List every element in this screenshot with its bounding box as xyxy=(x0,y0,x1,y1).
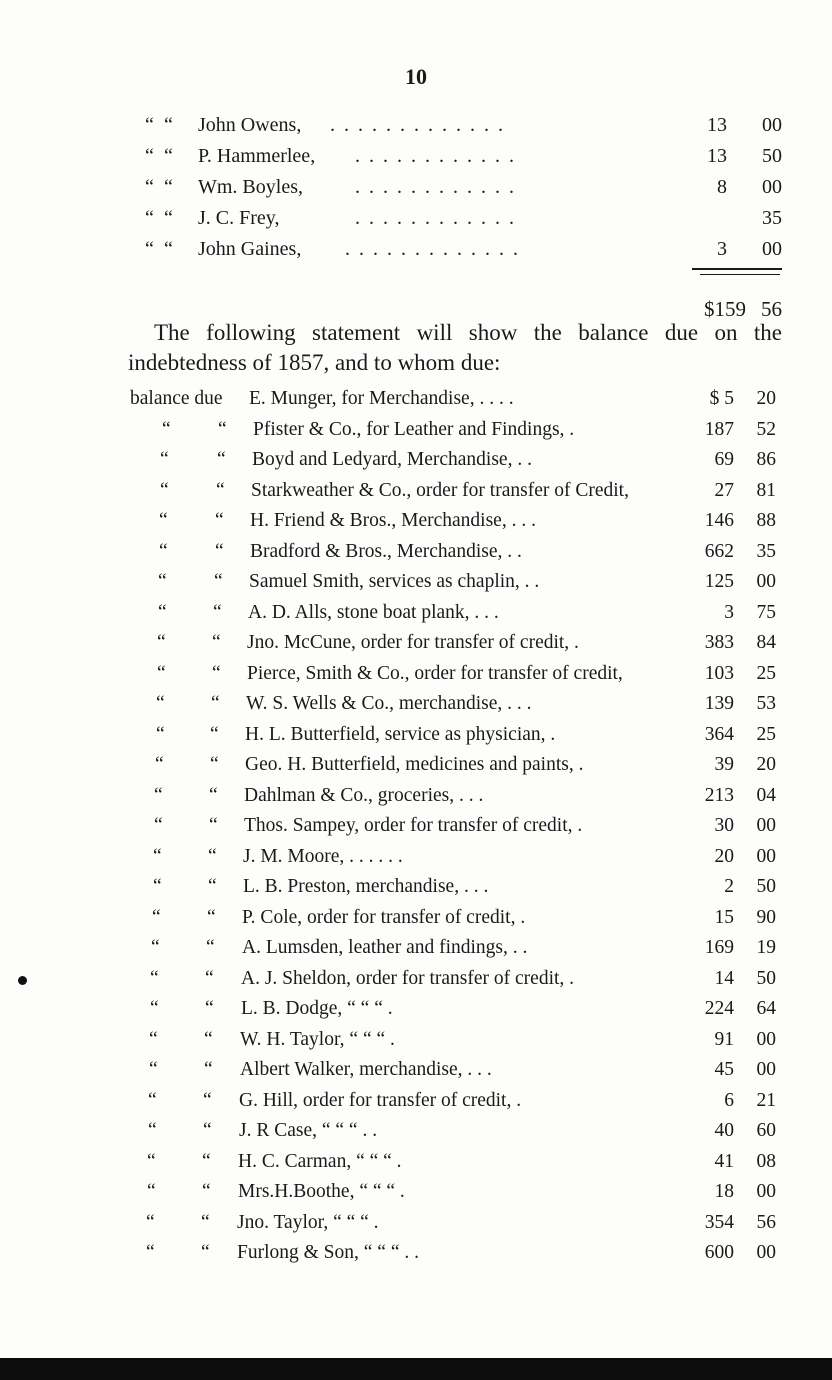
entry-dollars: 3 xyxy=(717,238,727,260)
row-text: Pierce, Smith & Co., order for transfer of credit, xyxy=(247,662,623,684)
table-row xyxy=(0,537,832,567)
row-dollars: 6 xyxy=(724,1089,734,1111)
ditto-mark: “ xyxy=(201,1211,210,1233)
ditto-mark: “ xyxy=(155,754,164,775)
ditto-mark: “ xyxy=(206,937,215,958)
table-row xyxy=(0,781,832,811)
row-dollars: 364 xyxy=(704,723,734,745)
row-dollars: 20 xyxy=(714,845,734,867)
total-dollars: $159 xyxy=(704,297,746,321)
table-row xyxy=(0,384,832,414)
table-row xyxy=(0,994,832,1024)
ditto-mark: “ xyxy=(157,632,166,653)
ditto-mark: “ xyxy=(217,449,226,470)
row-cents: 64 xyxy=(756,998,776,1019)
ditto-mark: “ xyxy=(149,1028,158,1050)
ditto-mark: “ xyxy=(211,693,220,714)
list-item xyxy=(0,141,832,171)
ditto-mark: “ xyxy=(146,1242,155,1263)
table-row xyxy=(0,1208,832,1238)
table-row xyxy=(0,933,832,963)
row-text: Geo. H. Butterfield, medicines and paints, . xyxy=(245,754,584,775)
ditto-mark: “ xyxy=(210,723,219,745)
row-dollars: 40 xyxy=(714,1120,734,1141)
sum-rule xyxy=(692,268,782,270)
ditto-mark: “ xyxy=(215,540,224,562)
sum-rule xyxy=(700,274,780,275)
row-text: W. S. Wells & Co., merchandise, . . . xyxy=(246,693,532,714)
entry-cents: 00 xyxy=(762,114,782,136)
row-cents: 00 xyxy=(756,1242,776,1263)
row-cents: 25 xyxy=(756,662,776,684)
ditto-mark: “ xyxy=(214,571,223,592)
ditto-mark: “ xyxy=(164,207,173,229)
row-cents: 86 xyxy=(756,449,776,470)
table-row xyxy=(0,415,832,445)
row-cents: 00 xyxy=(756,815,776,836)
row-cents: 56 xyxy=(756,1211,776,1233)
row-cents: 35 xyxy=(756,540,776,562)
row-dollars: 354 xyxy=(704,1211,734,1233)
ditto-mark: “ xyxy=(164,176,173,198)
row-cents: 50 xyxy=(756,967,776,989)
ditto-mark: “ xyxy=(213,601,222,623)
table-row xyxy=(0,1238,832,1268)
table-row xyxy=(0,1177,832,1207)
row-text: L. B. Preston, merchandise, . . . xyxy=(243,876,489,897)
table-row xyxy=(0,628,832,658)
row-dollars: 600 xyxy=(704,1242,734,1263)
row-dollars: 27 xyxy=(714,479,734,501)
row-text: Jno. Taylor, “ “ “ . xyxy=(237,1211,379,1233)
table-row xyxy=(0,750,832,780)
table-row xyxy=(0,842,832,872)
total-cents: 56 xyxy=(761,297,782,321)
row-dollars: 169 xyxy=(704,937,734,958)
table-row xyxy=(0,476,832,506)
row-text: W. H. Taylor, “ “ “ . xyxy=(240,1028,395,1050)
ditto-mark: “ xyxy=(150,967,159,989)
row-text: Samuel Smith, services as chaplin, . . xyxy=(249,571,540,592)
ditto-mark: “ xyxy=(160,479,169,501)
table-row xyxy=(0,1086,832,1116)
ditto-mark: “ xyxy=(205,967,214,989)
entry-dollars: 8 xyxy=(717,176,727,198)
row-cents: 00 xyxy=(756,1059,776,1080)
row-dollars: $ 5 xyxy=(709,388,734,409)
ditto-mark: “ xyxy=(152,906,161,928)
ditto-mark: “ xyxy=(164,114,173,136)
ditto-mark: “ xyxy=(156,693,165,714)
ditto-mark: “ xyxy=(204,1028,213,1050)
row-dollars: 15 xyxy=(714,906,734,928)
table-row xyxy=(0,1025,832,1055)
row-dollars: 103 xyxy=(704,662,734,684)
ditto-mark: “ xyxy=(215,510,224,531)
row-text: H. L. Butterfield, service as physician, . xyxy=(245,723,556,745)
row-cents: 84 xyxy=(756,632,776,653)
row-dollars: 187 xyxy=(704,418,734,440)
table-row xyxy=(0,903,832,933)
ditto-mark: “ xyxy=(151,937,160,958)
row-text: Thos. Sampey, order for transfer of credit, . xyxy=(244,815,583,836)
ditto-mark: “ xyxy=(158,601,167,623)
table-row xyxy=(0,567,832,597)
row-dollars: 383 xyxy=(704,632,734,653)
ditto-mark: “ xyxy=(204,1059,213,1080)
row-text: Mrs.H.Boothe, “ “ “ . xyxy=(238,1181,405,1202)
row-dollars: 662 xyxy=(704,540,734,562)
ditto-mark: “ xyxy=(201,1242,210,1263)
row-text: P. Cole, order for transfer of credit, . xyxy=(242,906,526,928)
ditto-mark: “ xyxy=(150,998,159,1019)
row-dollars: 69 xyxy=(714,449,734,470)
table-row xyxy=(0,720,832,750)
row-text: H. Friend & Bros., Merchandise, . . . xyxy=(250,510,536,531)
row-dollars: 2 xyxy=(724,876,734,897)
row-text: E. Munger, for Merchandise, . . . . xyxy=(249,388,514,409)
row-text: J. R Case, “ “ “ . . xyxy=(239,1120,378,1141)
ditto-mark: “ xyxy=(202,1150,211,1172)
intro-text: The following statement will show the balance due on the indebtedness of 1857, and to whom due: xyxy=(128,320,782,375)
ditto-mark: “ xyxy=(208,845,217,867)
table-row xyxy=(0,1116,832,1146)
ditto-mark: “ xyxy=(145,145,154,167)
ditto-mark: “ xyxy=(205,998,214,1019)
table-row xyxy=(0,964,832,994)
ditto-mark: “ xyxy=(164,145,173,167)
page-number: 10 xyxy=(405,64,427,89)
row-dollars: 91 xyxy=(714,1028,734,1050)
row-dollars: 213 xyxy=(704,784,734,806)
ditto-mark: “ xyxy=(148,1089,157,1111)
ditto-mark: “ xyxy=(212,662,221,684)
ditto-mark: “ xyxy=(162,418,171,440)
row-cents: 90 xyxy=(756,906,776,928)
list-item xyxy=(0,110,832,140)
ditto-mark: “ xyxy=(212,632,221,653)
ditto-mark: “ xyxy=(202,1181,211,1202)
row-dollars: 45 xyxy=(714,1059,734,1080)
row-cents: 25 xyxy=(756,723,776,745)
ditto-mark: “ xyxy=(218,418,227,440)
ditto-mark: “ xyxy=(159,540,168,562)
ditto-mark: “ xyxy=(145,207,154,229)
entry-cents: 00 xyxy=(762,176,782,198)
row-text: Bradford & Bros., Merchandise, . . xyxy=(250,540,522,562)
row-cents: 88 xyxy=(756,510,776,531)
row-text: Furlong & Son, “ “ “ . . xyxy=(237,1242,419,1263)
table-row xyxy=(0,506,832,536)
ditto-mark: “ xyxy=(208,876,217,897)
row-text: A. J. Sheldon, order for transfer of credit, . xyxy=(241,967,575,989)
row-cents: 52 xyxy=(756,418,776,440)
ditto-mark: “ xyxy=(207,906,216,928)
ditto-mark: “ xyxy=(164,238,173,260)
row-text: G. Hill, order for transfer of credit, . xyxy=(239,1089,522,1111)
row-text: Starkweather & Co., order for transfer of Credit, xyxy=(251,479,629,501)
table-row xyxy=(0,1147,832,1177)
ditto-mark: “ xyxy=(216,479,225,501)
row-dollars: 41 xyxy=(714,1150,734,1172)
table-row xyxy=(0,659,832,689)
row-text: Boyd and Ledyard, Merchandise, . . xyxy=(252,449,532,470)
entry-name: John Owens, xyxy=(198,114,302,136)
ditto-mark: “ xyxy=(147,1150,156,1172)
list-item xyxy=(0,203,832,233)
row-cents: 81 xyxy=(756,479,776,501)
table-row xyxy=(0,872,832,902)
ditto-mark: “ xyxy=(146,1211,155,1233)
ditto-mark: “ xyxy=(160,449,169,470)
row-dollars: 30 xyxy=(714,815,734,836)
row-text: Pfister & Co., for Leather and Findings, . xyxy=(253,418,575,440)
ditto-mark: “ xyxy=(145,114,154,136)
ditto-mark: “ xyxy=(153,845,162,867)
entry-name: John Gaines, xyxy=(198,238,302,260)
ditto-mark: “ xyxy=(156,723,165,745)
entry-cents: 50 xyxy=(762,145,782,167)
list-item xyxy=(0,172,832,202)
row-cents: 53 xyxy=(756,693,776,714)
entry-dollars: 13 xyxy=(707,114,727,136)
row-cents: 60 xyxy=(756,1120,776,1141)
ditto-mark: “ xyxy=(153,876,162,897)
row-dollars: 39 xyxy=(714,754,734,775)
row-text: A. D. Alls, stone boat plank, . . . xyxy=(248,601,499,623)
table-row xyxy=(0,689,832,719)
scan-bottom-edge xyxy=(0,1358,832,1380)
row-dollars: 224 xyxy=(704,998,734,1019)
row-prefix: balance due xyxy=(130,388,223,409)
row-text: Albert Walker, merchandise, . . . xyxy=(240,1059,492,1080)
row-dollars: 14 xyxy=(714,967,734,989)
row-cents: 00 xyxy=(756,571,776,592)
row-text: H. C. Carman, “ “ “ . xyxy=(238,1150,402,1172)
row-cents: 00 xyxy=(756,1181,776,1202)
entry-name: P. Hammerlee, xyxy=(198,145,316,167)
table-row xyxy=(0,811,832,841)
row-dollars: 18 xyxy=(714,1181,734,1202)
ditto-mark: “ xyxy=(158,571,167,592)
row-dollars: 3 xyxy=(724,601,734,623)
leader-dots: . . . . . . . . . . . . . xyxy=(345,238,520,260)
row-cents: 75 xyxy=(756,601,776,623)
row-cents: 50 xyxy=(756,876,776,897)
row-cents: 20 xyxy=(756,754,776,775)
row-cents: 04 xyxy=(756,784,776,806)
ditto-mark: “ xyxy=(157,662,166,684)
list-item xyxy=(0,234,832,264)
ditto-mark: “ xyxy=(209,815,218,836)
table-row xyxy=(0,1055,832,1085)
row-cents: 00 xyxy=(756,1028,776,1050)
table-row xyxy=(0,445,832,475)
ditto-mark: “ xyxy=(148,1120,157,1141)
scan-speck xyxy=(18,976,27,985)
row-dollars: 125 xyxy=(704,571,734,592)
ditto-mark: “ xyxy=(154,815,163,836)
entry-dollars: 13 xyxy=(707,145,727,167)
leader-dots: . . . . . . . . . . . . xyxy=(355,145,516,167)
entry-name: J. C. Frey, xyxy=(198,207,280,229)
ditto-mark: “ xyxy=(145,176,154,198)
row-text: Dahlman & Co., groceries, . . . xyxy=(244,784,484,806)
ditto-mark: “ xyxy=(147,1181,156,1202)
row-text: Jno. McCune, order for transfer of credit, . xyxy=(247,632,579,653)
ditto-mark: “ xyxy=(209,784,218,806)
leader-dots: . . . . . . . . . . . . xyxy=(355,207,516,229)
ditto-mark: “ xyxy=(203,1089,212,1111)
row-dollars: 146 xyxy=(704,510,734,531)
leader-dots: . . . . . . . . . . . . . xyxy=(330,114,505,136)
ditto-mark: “ xyxy=(154,784,163,806)
ditto-mark: “ xyxy=(210,754,219,775)
row-cents: 21 xyxy=(756,1089,776,1111)
row-dollars: 139 xyxy=(704,693,734,714)
row-cents: 00 xyxy=(756,845,776,867)
row-text: L. B. Dodge, “ “ “ . xyxy=(241,998,393,1019)
entry-cents: 00 xyxy=(762,238,782,260)
row-cents: 19 xyxy=(756,937,776,958)
entry-cents: 35 xyxy=(762,207,782,229)
leader-dots: . . . . . . . . . . . . xyxy=(355,176,516,198)
ditto-mark: “ xyxy=(203,1120,212,1141)
row-text: A. Lumsden, leather and findings, . . xyxy=(242,937,528,958)
ditto-mark: “ xyxy=(149,1059,158,1080)
table-row xyxy=(0,598,832,628)
ditto-mark: “ xyxy=(145,238,154,260)
entry-name: Wm. Boyles, xyxy=(198,176,303,198)
row-text: J. M. Moore, . . . . . . xyxy=(243,845,403,867)
row-cents: 20 xyxy=(756,388,776,409)
row-cents: 08 xyxy=(756,1150,776,1172)
ditto-mark: “ xyxy=(159,510,168,531)
intro-paragraph xyxy=(128,318,782,378)
